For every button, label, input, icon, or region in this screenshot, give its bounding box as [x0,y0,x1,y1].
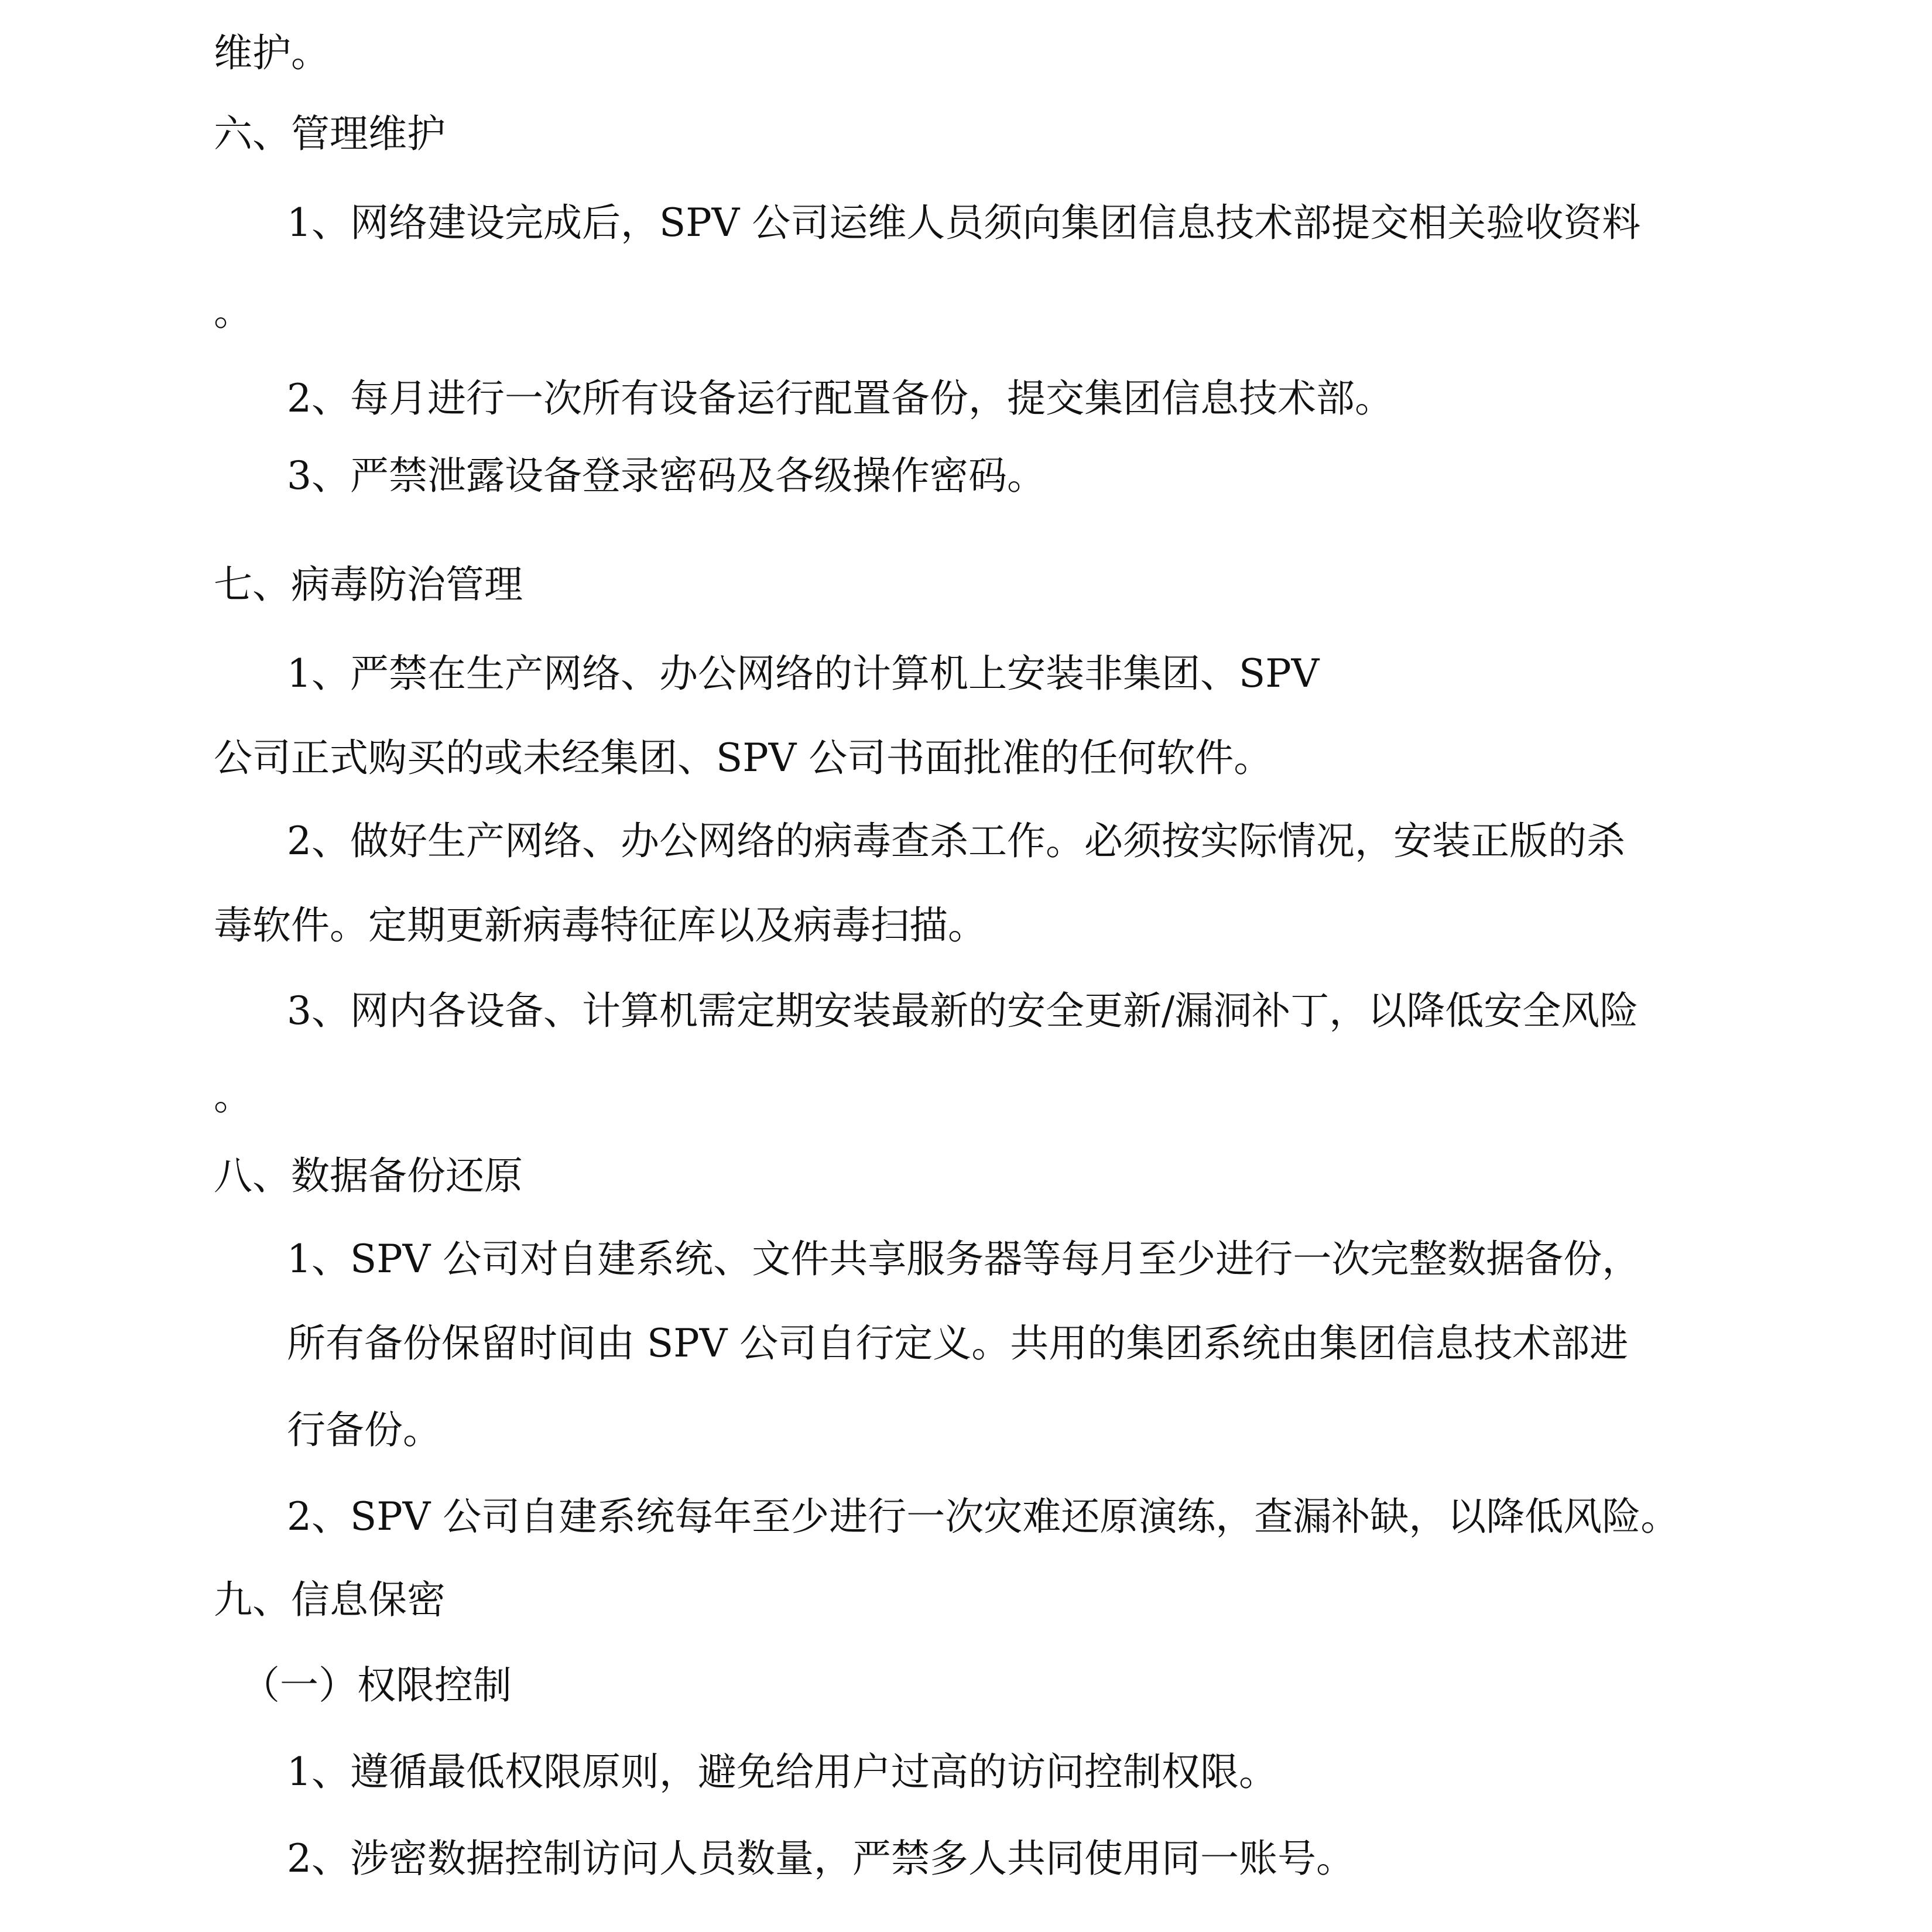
subsection-heading-9-1: （一）权限控制 [241,1663,512,1708]
paragraph-8-1-line-2: 所有备份保留时间由 SPV 公司自行定义。共用的集团系统由集团信息技术部进 [287,1321,1629,1366]
paragraph-9-1: 1、遵循最低权限原则，避免给用户过高的访问控制权限。 [287,1749,1277,1794]
paragraph-7-1-line-1: 1、严禁在生产网络、办公网络的计算机上安装非集团、SPV [287,651,1320,696]
paragraph-6-2: 2、每月进行一次所有设备运行配置备份，提交集团信息技术部。 [287,376,1393,421]
paragraph-7-1-line-2: 公司正式购买的或未经集团、SPV 公司书面批准的任何软件。 [214,735,1273,780]
paragraph-6-1-line-1: 1、网络建设完成后，SPV 公司运维人员须向集团信息技术部提交相关验收资料 [287,200,1641,245]
paragraph-8-2: 2、SPV 公司自建系统每年至少进行一次灾难还原演练，查漏补缺，以降低风险。 [287,1494,1680,1539]
section-heading-7: 七、病毒防治管理 [214,562,523,607]
paragraph-7-3-line-1: 3、网内各设备、计算机需定期安装最新的安全更新/漏洞补丁，以降低安全风险 [287,988,1639,1033]
paragraph-6-3: 3、严禁泄露设备登录密码及各级操作密码。 [287,453,1046,498]
paragraph-7-2-line-2: 毒软件。定期更新病毒特征库以及病毒扫描。 [214,903,986,948]
section-heading-6: 六、管理维护 [214,111,446,156]
section-heading-8: 八、数据备份还原 [214,1153,523,1198]
continuation-text: 维护。 [214,30,330,76]
paragraph-7-3-line-2: 。 [214,1074,252,1119]
paragraph-9-2: 2、涉密数据控制访问人员数量，严禁多人共同使用同一账号。 [287,1836,1355,1881]
paragraph-8-1-line-1: 1、SPV 公司对自建系统、文件共享服务器等每月至少进行一次完整数据备份， [287,1236,1641,1282]
section-heading-9: 九、信息保密 [214,1577,446,1622]
paragraph-7-2-line-1: 2、做好生产网络、办公网络的病毒查杀工作。必须按实际情况，安装正版的杀 [287,818,1625,864]
paragraph-6-1-line-2: 。 [214,289,252,334]
paragraph-8-1-line-3: 行备份。 [287,1407,441,1453]
